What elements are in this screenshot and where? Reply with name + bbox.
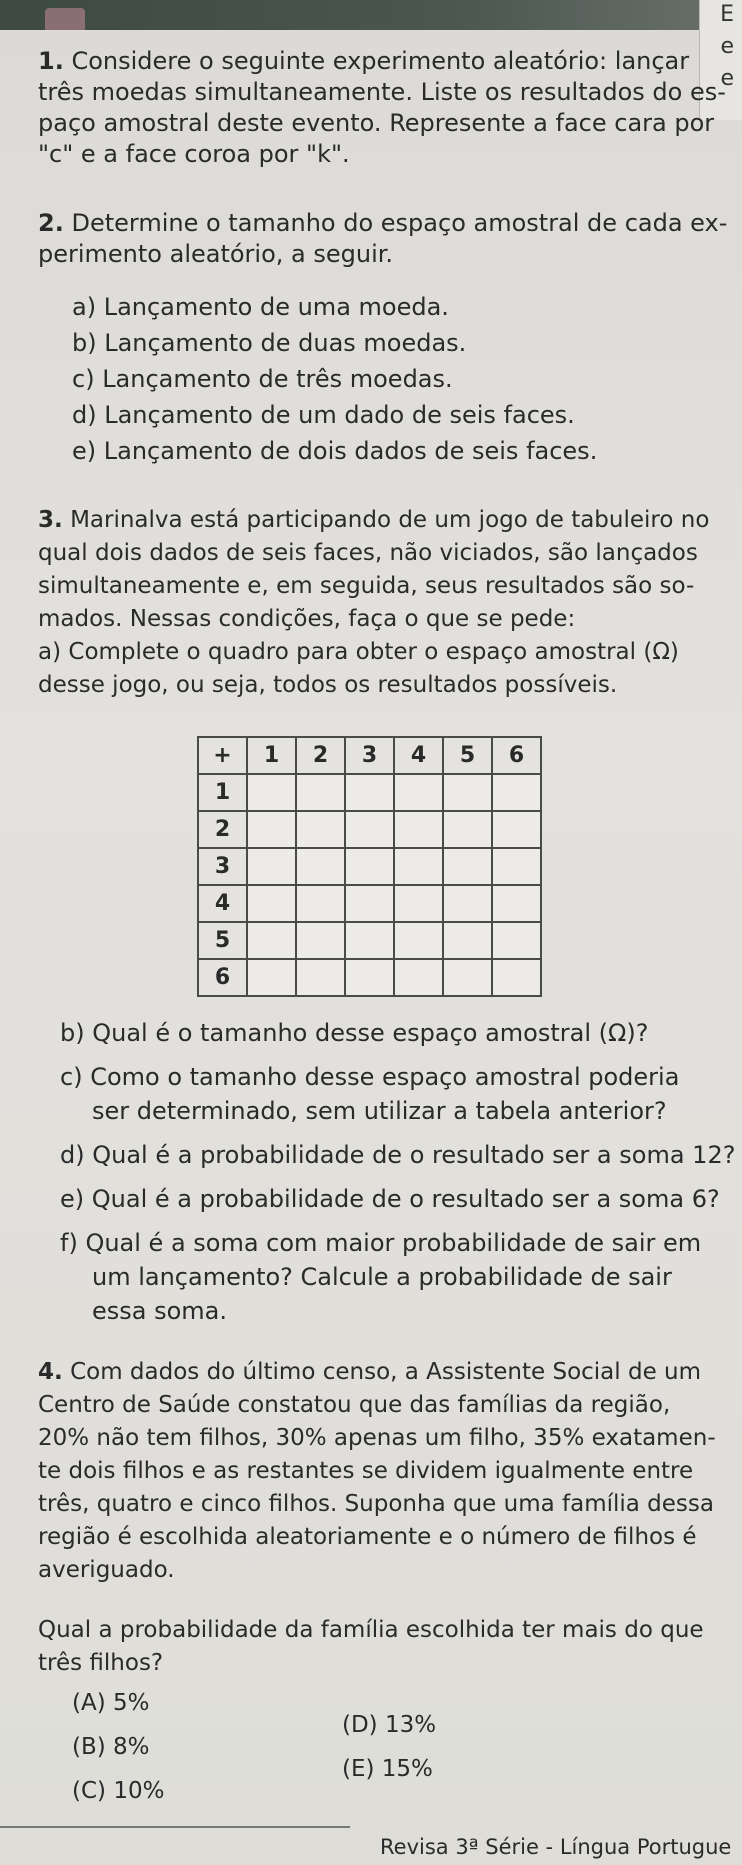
table-cell[interactable] <box>296 959 345 996</box>
option-e[interactable]: (E) 15% <box>342 1756 433 1782</box>
table-cell[interactable] <box>492 811 541 848</box>
table-col-header: 5 <box>443 737 492 774</box>
table-col-header: 3 <box>345 737 394 774</box>
q3-item-f: f) Qual é a soma com maior probabilidade de sair em <box>60 1229 702 1257</box>
q3-item-f-cont: um lançamento? Calcule a probabilidade de sair <box>92 1263 672 1291</box>
sum-table <box>197 736 542 997</box>
question-number: 3. <box>38 507 63 533</box>
q2-item-a: a) Lançamento de uma moeda. <box>72 293 449 321</box>
table-cell[interactable] <box>345 774 394 811</box>
table-cell[interactable] <box>247 811 296 848</box>
table-col-header: 1 <box>247 737 296 774</box>
table-cell[interactable] <box>247 848 296 885</box>
table-cell[interactable] <box>394 922 443 959</box>
table-cell[interactable] <box>443 922 492 959</box>
question-number: 2. <box>38 209 64 237</box>
option-a[interactable]: (A) 5% <box>72 1690 150 1716</box>
edge-letter: e <box>720 34 734 59</box>
q3-item-c: c) Como o tamanho desse espaço amostral poderia <box>60 1063 680 1091</box>
table-cell[interactable] <box>492 774 541 811</box>
table-cell[interactable] <box>443 811 492 848</box>
question-1: 1. Considere o seguinte experimento aleatório: lançar três moedas simultaneamente. Liste os resultados do es- paço amostral deste evento. Represente a face cara por "c" e a face coroa por "k". <box>38 47 726 168</box>
table-col-header: 6 <box>492 737 541 774</box>
footer-divider <box>0 1826 350 1828</box>
table-cell[interactable] <box>443 885 492 922</box>
question-3: 3. Marinalva está participando de um jogo de tabuleiro no qual dois dados de seis faces, não viciados, são lançados simultaneamente e, em seguida, seus resultados são so- mados. Nessas condições, faça o que se pede: a) Complete o quadro para obter o espaço amostral (Ω) desse jogo, ou seja, todos os resultados possíveis. <box>38 507 710 698</box>
table-cell[interactable] <box>394 885 443 922</box>
table-cell[interactable] <box>394 959 443 996</box>
table-cell[interactable] <box>296 774 345 811</box>
q3-item-b: b) Qual é o tamanho desse espaço amostral (Ω)? <box>60 1019 649 1047</box>
table-cell[interactable] <box>345 885 394 922</box>
q3-item-c-cont: ser determinado, sem utilizar a tabela anterior? <box>92 1097 667 1125</box>
table-cell[interactable] <box>296 811 345 848</box>
table-cell[interactable] <box>345 959 394 996</box>
table-col-header: 4 <box>394 737 443 774</box>
table-cell[interactable] <box>394 774 443 811</box>
question-4-prompt: Qual a probabilidade da família escolhida ter mais do que três filhos? <box>38 1617 704 1676</box>
table-row-header: 1 <box>198 774 247 811</box>
table-cell[interactable] <box>443 774 492 811</box>
table-cell[interactable] <box>247 885 296 922</box>
table-row-header: 2 <box>198 811 247 848</box>
option-c[interactable]: (C) 10% <box>72 1778 165 1804</box>
table-cell[interactable] <box>492 885 541 922</box>
question-2: 2. Determine o tamanho do espaço amostral de cada ex- perimento aleatório, a seguir. <box>38 209 728 268</box>
table-cell[interactable] <box>345 922 394 959</box>
q2-item-b: b) Lançamento de duas moedas. <box>72 329 467 357</box>
q2-item-c: c) Lançamento de três moedas. <box>72 365 453 393</box>
table-cell[interactable] <box>443 959 492 996</box>
table-corner: + <box>198 737 247 774</box>
table-cell[interactable] <box>247 922 296 959</box>
table-cell[interactable] <box>247 959 296 996</box>
table-row-header: 3 <box>198 848 247 885</box>
question-4: 4. Com dados do último censo, a Assistente Social de um Centro de Saúde constatou que das famílias da região, 20% não tem filhos, 30% apenas um filho, 35% exatamen- te dois filhos e as restantes se dividem igualmente entre três, quatro e cinco filhos. Suponha que uma família dessa região é escolhida aleatoriamente e o número de filhos é averiguado. <box>38 1359 716 1583</box>
table-row-header: 5 <box>198 922 247 959</box>
table-row-header: 4 <box>198 885 247 922</box>
question-number: 4. <box>38 1359 63 1385</box>
table-cell[interactable] <box>247 774 296 811</box>
q2-item-e: e) Lançamento de dois dados de seis faces. <box>72 437 598 465</box>
table-cell[interactable] <box>296 885 345 922</box>
page-footer: Revisa 3ª Série - Língua Portugue <box>380 1835 732 1859</box>
question-number: 1. <box>38 47 64 75</box>
table-cell[interactable] <box>492 959 541 996</box>
edge-letter: e <box>720 66 734 91</box>
table-cell[interactable] <box>492 848 541 885</box>
table-cell[interactable] <box>492 922 541 959</box>
top-edge-shadow <box>0 0 742 30</box>
option-b[interactable]: (B) 8% <box>72 1734 150 1760</box>
q3-item-d: d) Qual é a probabilidade de o resultado ser a soma 12? <box>60 1141 736 1169</box>
table-col-header: 2 <box>296 737 345 774</box>
table-cell[interactable] <box>296 848 345 885</box>
table-cell[interactable] <box>394 848 443 885</box>
q3-item-e: e) Qual é a probabilidade de o resultado ser a soma 6? <box>60 1185 720 1213</box>
table-cell[interactable] <box>443 848 492 885</box>
edge-letter: E <box>720 2 734 27</box>
q2-item-d: d) Lançamento de um dado de seis faces. <box>72 401 575 429</box>
q3-item-f-cont: essa soma. <box>92 1297 228 1325</box>
table-cell[interactable] <box>345 811 394 848</box>
table-cell[interactable] <box>296 922 345 959</box>
table-cell[interactable] <box>345 848 394 885</box>
option-d[interactable]: (D) 13% <box>342 1712 437 1738</box>
table-row-header: 6 <box>198 959 247 996</box>
table-cell[interactable] <box>394 811 443 848</box>
